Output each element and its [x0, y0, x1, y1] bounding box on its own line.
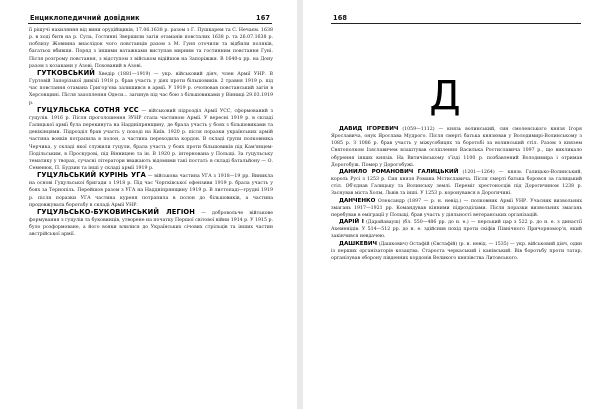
entry-heading: ДАНИЛО РОМАНОВИЧ ГАЛИЦЬКИЙ	[339, 168, 459, 175]
page-number-left: 167	[256, 14, 271, 22]
entry-text: Олександр (1897 — р. н. невід.) — полковник Армії УНР. Учасник визвольних змагань 1917—1921 рр. Командував кінними підрозділами. Після поразки визвольних змагань перебував в еміграції у Польщі, брав участь у діяльності ветеранських організацій.	[331, 198, 582, 218]
header-rule-left	[28, 23, 272, 24]
entry-text: (Дашкович) Остафій (Євстафій) (р. н. невід. — 1535) — укр. військовий діяч, один із перших організаторів козацтва. Староста черкаський і канівський. Вів боротьбу проти татар, організував оборону південних кордонів Великого князівства Литовського.	[331, 241, 582, 261]
entry-heading: ГУЦУЛЬСЬКА СОТНЯ УСС	[37, 105, 139, 114]
entry-heading: ДАШКЕВИЧ	[339, 240, 378, 247]
entry-heading: ДАРІЙ І	[339, 219, 364, 226]
paragraph	[29, 27, 273, 70]
page-number-right: 168	[333, 14, 348, 22]
entry-text: — військовий підрозділ Армії УСС, сформований з гуцулів. 1916 р. Після проголошення ЗУНР стала частиною Армії. У вересні 1919 р. в складі Галицької армії була перекинута на Наддніпрянщину, де брала участь у боях з більшовиками та денікінцями. Підрозділ брав участь у поході на Київ. 1920 р. після поразки українських армій частина вояків потрапила в полон, а частина переходила кордон. В складі групи полковника Черчика, у складі якої служили гуцули, брала участь у боях проти більшовиків під Кам'янцем-Подільським, в Проскурові, під Вінницею та ін. В 1920 р. інтернована у Польщі. За гуцульську тематику у творах, сучасні літератори вважають відомими такі постаті: в складі батальйону — О. Семенюк, П. Будзин та інші у складі армії 1919 р.	[29, 108, 273, 171]
entry-text: — добровольче військове формування з гуцулів та буковинців, утворене на початку Першої світової війни 1914 р. У 1915 р. було розформоване, а його вояки влилися до Українських січових стрільців та інших частин австрійської армії.	[29, 210, 273, 238]
entry-text: (Дарайавауш) (бл. 550—486 рр. до н. е.) — перський цар з 522 р. до н. е. з династії Ахеменідів. У 514—512 рр. до н. е. здійснив похід проти скіфів Північного Причорномор'я, який закінчився невдачею.	[331, 220, 582, 240]
entry	[331, 219, 582, 240]
entry	[331, 241, 582, 262]
entry	[331, 169, 582, 198]
entry	[29, 209, 273, 239]
running-title: Енциклопедичний довідник	[30, 14, 140, 22]
entry-text: — військова частина УГА з 1918—19 рр. Виникла на основі Гуцульської бригади з 1918 р. Під час Чортківської офензиви 1919 р. брала участь у боях за Тернопіль. Перейшов разом з УГА на Наддніпрянщину 1919 р. В листопаді—грудні 1919 р. після поразки УГА частина куреня потрапила в полон до більшовиків, а частина продовжувала боротьбу в складі Армії УНР.	[29, 174, 274, 208]
entry	[29, 70, 273, 107]
header-rule-right	[331, 23, 581, 24]
entry-text: (1201—1264) — князь Галицько-Волинський, король Русі з 1253 р. Син князя Романа Мстиславича. Після смерті батька боровся за галицький стіл. Об'єднав Галицьку та Волинську землі. Переміг хрестоносців під Дорогичином 1238 р. Заснував міста Холм, Львів та інші. У 1253 р. коронувався в Дорогичині.	[331, 169, 582, 197]
entry	[29, 172, 273, 209]
entry	[29, 107, 273, 172]
entry-heading: ГУЦУЛЬСЬКО-БУКОВИНСЬКИЙ ЛЕГІОН	[37, 207, 195, 216]
entry-heading: ДАНЧЕНКО	[339, 197, 376, 204]
paragraph-text: її рішучі нахиляння від вини орудійщиків, 17.06.1638 р. разом з Г. Пушкарем та С. Нечаєм. 1638 р. в ході битв на р. Сула, Гостинні Звершили загін отаманів повсталих 1638 р. та 26.07.1638 р. поблизу Жовнина внаслідок чого повстанців разом з М. Гуня оточили та відбили поляків, багатьох вбивши. Поряд з іншими ватажками виступав мирним та гостинним повстання Гуні. Після розгрому повстання, з відступом з військом відійшов на Запоріжжя. В 1640-х рр. на Дону разом з козаками у Азові. Похований в Азові.	[29, 28, 273, 69]
right-text-column	[331, 126, 582, 262]
entry	[331, 126, 582, 169]
left-text-column	[29, 27, 273, 239]
left-page	[0, 0, 297, 409]
entry	[331, 198, 582, 219]
section-letter-box	[426, 73, 464, 119]
entry-heading: ГУТКОВСЬКИЙ	[37, 68, 95, 77]
entry-heading: ДАВИД ІГОРЕВИЧ	[339, 126, 399, 132]
entry-text: (1059—1112) — князь волинський, син смоленського князя Ігоря Ярославича, онук Ярослава Мудрого. Після смерті батька князював у Володимирі-Волинському з 1085 р. З 1086 р. брав участь у міжусобицях та боротьбі за волинський стіл. Разом з князем Святополком Ізяславичем влаштував осліплення Василька Ростиславича 1097 р., що викликало обурення інших князів. На Витичівському з'їзді 1100 р. позбавлений Володимира і отримав Дорогобуж. Помер у Дорогобужі.	[331, 127, 582, 168]
section-letter: Д	[429, 73, 461, 119]
entry-heading: ГУЦУЛЬСЬКИЙ КУРІНЬ УГА	[37, 171, 146, 180]
right-page	[303, 0, 600, 409]
entry-text: Хведір (1881—1919) — укр. військовий діяч, член Армії УНР. В Гуртовій Запорізької дивізії 1918 р. брав участь у діях проти більшовиків. 2 травня 1919 р. під час повстання отамана Григор'єва залишився в армії. У 1919 р. очолював повстанський загін в Херсонщині. Після захоплення Одеси... загинув під час бою з більшовиками у Вінниці 29.03.1919 р.	[29, 71, 273, 106]
